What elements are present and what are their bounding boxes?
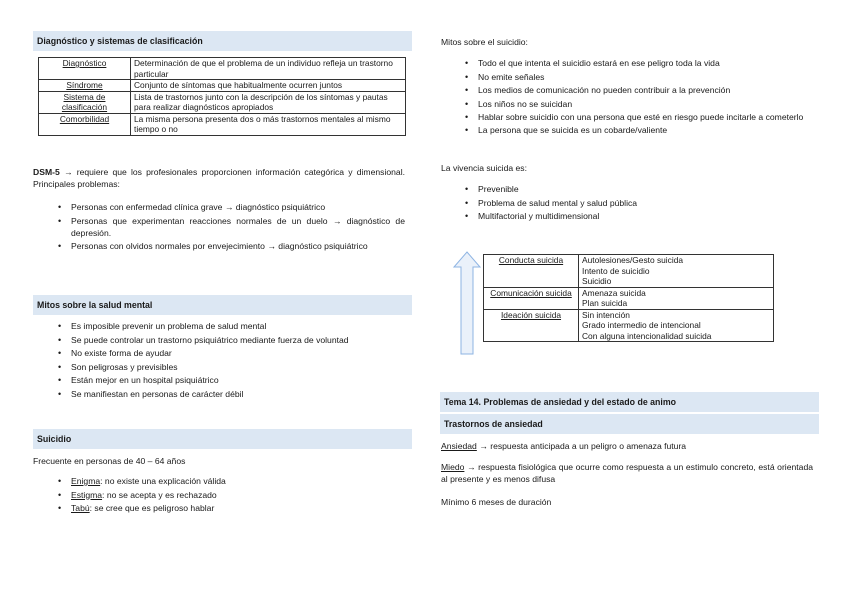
list-item xyxy=(33,502,405,516)
ansiedad-line xyxy=(441,441,686,453)
table-row xyxy=(484,255,774,288)
up-arrow-icon xyxy=(453,251,481,355)
lines-cell xyxy=(579,255,774,288)
list-item: • Personas con enfermedad clínica grave → diagnóstico psiquiátrico xyxy=(33,201,405,215)
term: Estigma xyxy=(71,489,103,500)
conducta-table xyxy=(483,254,774,342)
list-item: • Todo el que intenta el suicidio estará en ese peligro toda la vida xyxy=(440,57,816,71)
mitos-suicidio-list xyxy=(440,57,816,138)
line: Sin intención xyxy=(582,309,630,320)
list-item: • Problema de salud mental y salud pública xyxy=(440,197,816,211)
list-item: • La persona que se suicida es un cobarde/valiente xyxy=(440,124,816,138)
desc: : se cree que es peligroso hablar xyxy=(89,503,215,513)
line: Intento de suicidio xyxy=(582,265,650,276)
dsm-list xyxy=(33,201,405,253)
ansiedad-text: → respuesta anticipada a un peligro o amenaza futura xyxy=(476,441,687,451)
lines-cell xyxy=(579,309,774,342)
table-row xyxy=(484,309,774,342)
table-row xyxy=(39,113,406,135)
mitos-suicidio-title: Mitos sobre el suicidio: xyxy=(441,37,528,47)
table-row xyxy=(484,287,774,309)
trastornos-heading: Trastornos de ansiedad xyxy=(440,414,819,434)
miedo-text: → respuesta fisiológica que ocurre como respuesta a un estimulo concreto, está orientada al presente y es menos difusa xyxy=(441,462,813,484)
mitos-list xyxy=(33,320,405,401)
dsm-paragraph xyxy=(33,167,405,190)
table-row xyxy=(39,58,406,80)
tema-heading: Tema 14. Problemas de ansiedad y del estado de animo xyxy=(440,392,819,412)
suicidio-text: Frecuente en personas de 40 – 64 años xyxy=(33,456,186,466)
list-item xyxy=(33,475,405,489)
term-cell: Conducta suicida xyxy=(484,255,579,288)
ansiedad-term: Ansiedad xyxy=(441,441,477,451)
def-cell: La misma persona presenta dos o más trastornos mentales al mismo tiempo o no xyxy=(131,113,406,135)
suicidio-list xyxy=(33,475,405,516)
list-item: • Son peligrosas y previsibles xyxy=(33,361,405,375)
def-cell: Determinación de que el problema de un individuo refleja un trastorno particular xyxy=(131,58,406,80)
term-cell: Comunicación suicida xyxy=(484,287,579,309)
term-cell: Ideación suicida xyxy=(484,309,579,342)
list-item: • Hablar sobre suicidio con una persona que esté en riesgo puede incitarle a cometerlo xyxy=(440,111,816,123)
list-item: • No emite señales xyxy=(440,71,816,85)
mitos-heading: Mitos sobre la salud mental xyxy=(33,295,412,315)
line: Grado intermedio de intencional xyxy=(582,320,701,330)
list-item: • Los niños no se suicidan xyxy=(440,98,816,112)
list-item: • No existe forma de ayudar xyxy=(33,347,405,361)
list-item: • Se puede controlar un trastorno psiquiátrico mediante fuerza de voluntad xyxy=(33,334,405,348)
list-item: • Están mejor en un hospital psiquiátrico xyxy=(33,374,405,388)
line: Autolesiones/Gesto suicida xyxy=(582,255,684,265)
line: Suicidio xyxy=(582,276,612,286)
miedo-term: Miedo xyxy=(441,462,465,472)
table-row xyxy=(39,91,406,113)
term: Tabú xyxy=(71,503,90,513)
term-cell: Comorbilidad xyxy=(39,113,131,135)
def-cell: Lista de trastornos junto con la descripción de los síntomas y pautas para realizar diagnósticos apropiados xyxy=(131,91,406,113)
vivencia-list xyxy=(440,183,816,224)
desc: : no se acepta y es rechazado xyxy=(102,489,217,500)
list-item: • Multifactorial y multidimensional xyxy=(440,210,816,224)
minimo-text: Mínimo 6 meses de duración xyxy=(441,497,552,507)
term: Enigma xyxy=(71,476,101,486)
line: Amenaza suicida xyxy=(582,287,646,298)
term-cell: Síndrome xyxy=(39,80,131,92)
list-item: • Los medios de comunicación no pueden contribuir a la prevención xyxy=(440,84,816,98)
dsm-bold: DSM-5 xyxy=(33,167,60,177)
list-item xyxy=(33,489,405,503)
suicidio-heading: Suicidio xyxy=(33,429,412,449)
vivencia-title: La vivencia suicida es: xyxy=(441,163,527,173)
line: Plan suicida xyxy=(582,298,628,308)
list-item: • Se manifiestan en personas de carácter débil xyxy=(33,388,405,402)
dsm-text: → requiere que los profesionales proporcionen información categórica y dimensional. Principales problemas: xyxy=(33,167,405,189)
list-item: • Personas con olvidos normales por envejecimiento → diagnóstico psiquiátrico xyxy=(33,240,405,252)
term-cell: Diagnóstico xyxy=(39,58,131,80)
list-item: • Personas que experimentan reacciones normales de un duelo → diagnóstico de depresión. xyxy=(33,215,405,239)
list-item: • Es imposible prevenir un problema de salud mental xyxy=(33,320,405,334)
term-cell: Sistema de clasificación xyxy=(39,91,131,113)
list-item: • Prevenible xyxy=(440,183,816,197)
desc: : no existe una explicación válida xyxy=(100,476,226,486)
table-row xyxy=(39,80,406,92)
line: Con alguna intencionalidad suicida xyxy=(582,330,712,341)
def-cell: Conjunto de síntomas que habitualmente ocurren juntos xyxy=(131,80,406,92)
diag-table xyxy=(38,57,406,136)
lines-cell xyxy=(579,287,774,309)
miedo-paragraph xyxy=(441,462,813,485)
diag-heading: Diagnóstico y sistemas de clasificación xyxy=(33,31,412,51)
